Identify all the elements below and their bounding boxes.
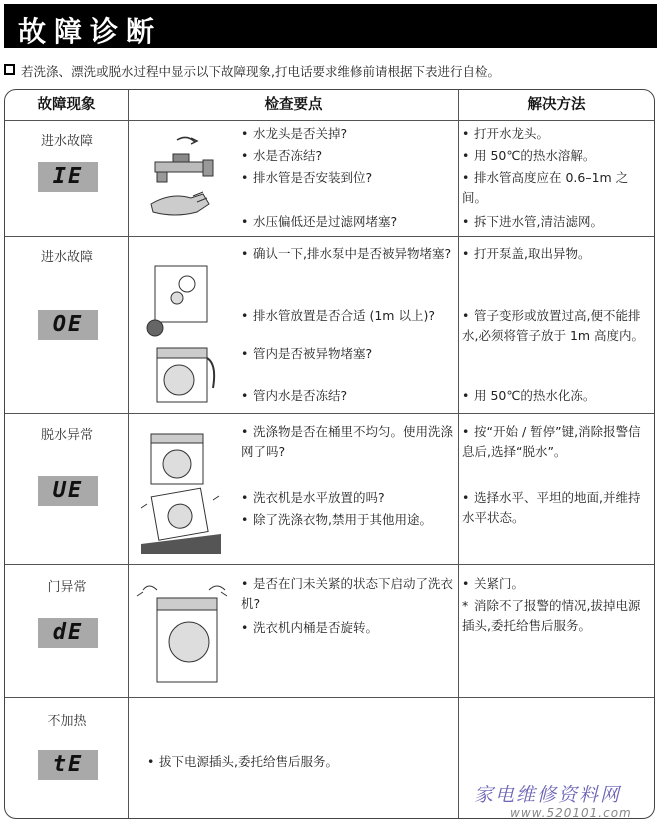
header-checks: 检查要点 — [264, 97, 323, 113]
row-divider — [5, 697, 654, 698]
intro-note — [4, 62, 654, 80]
row-divider — [5, 564, 654, 565]
check-item: • 管内水是否冻结? — [241, 388, 348, 403]
check-item: • 洗涤物是否在桶里不均匀。使用洗涤网了吗? — [241, 424, 454, 459]
solution-item: * 消除不了报警的情况,拔掉电源插头,委托给售后服务。 — [462, 598, 641, 633]
check-item: • 是否在门未关紧的状态下启动了洗衣机? — [241, 576, 454, 611]
check-item: • 水龙头是否关掉? — [241, 126, 348, 141]
solution-item: • 用 50℃的热水化冻。 — [462, 388, 596, 403]
row3-error-code: UE — [38, 476, 98, 506]
drain-pump-illustration — [143, 258, 219, 408]
intro-note-text: 若洗涤、漂洗或脱水过程中显示以下故障现象,打电话要求维修前请根据下表进行自检。 — [21, 64, 500, 79]
row1-symptom: 进水故障 — [40, 134, 93, 149]
solution-item: • 按“开始 / 暂停”键,消除报警信息后,选择“脱水”。 — [462, 424, 641, 459]
watermark-url: www.520101.com — [510, 806, 632, 820]
row4-symptom: 门异常 — [47, 580, 87, 595]
row5-symptom: 不加热 — [47, 714, 87, 729]
check-item: • 排水管是否安装到位? — [241, 170, 373, 185]
row-divider — [5, 413, 654, 414]
check-item: • 洗衣机内桶是否旋转。 — [241, 620, 379, 635]
square-bullet-icon — [4, 64, 15, 75]
fault-table — [4, 89, 655, 819]
solution-item: • 排水管高度应在 0.6–1m 之间。 — [462, 170, 629, 205]
header-solutions: 解决方法 — [527, 97, 586, 113]
check-item: • 管内是否被异物堵塞? — [241, 346, 373, 361]
solution-item: • 管子变形或放置过高,便不能排水,必须将管子放于 1m 高度内。 — [462, 308, 645, 343]
page-title: 故障诊断 — [18, 15, 163, 48]
faucet-illustration — [147, 132, 225, 222]
row4-error-code: dE — [38, 618, 98, 648]
column-divider — [458, 90, 459, 818]
row-divider — [5, 236, 654, 237]
check-item: • 排水管放置是否合适 (1m 以上)? — [241, 308, 435, 323]
check-item: • 水是否冻结? — [241, 148, 323, 163]
check-item: • 洗衣机是水平放置的吗? — [241, 490, 385, 505]
row2-error-code: OE — [38, 310, 98, 340]
check-item: • 确认一下,排水泵中是否被异物堵塞? — [241, 246, 452, 261]
header-symptom: 故障现象 — [37, 97, 96, 113]
solution-item: • 选择水平、平坦的地面,并维持水平状态。 — [462, 490, 641, 525]
unbalanced-load-illustration — [137, 424, 225, 554]
check-item: • 除了洗涤衣物,禁用于其他用途。 — [241, 512, 432, 527]
row2-symptom: 进水故障 — [40, 250, 93, 265]
solution-item: • 用 50℃的热水溶解。 — [462, 148, 596, 163]
check-item: • 拔下电源插头,委托给售后服务。 — [147, 754, 338, 769]
solution-item: • 关紧门。 — [462, 576, 525, 591]
row1-error-code: IE — [38, 162, 98, 192]
row-divider — [5, 120, 654, 121]
row3-symptom: 脱水异常 — [40, 428, 93, 443]
solution-item: • 拆下进水管,清洁滤网。 — [462, 214, 603, 229]
column-divider — [128, 90, 129, 818]
header-bar — [4, 4, 657, 48]
solution-item: • 打开泵盖,取出异物。 — [462, 246, 591, 261]
check-item: • 水压偏低还是过滤网堵塞? — [241, 214, 398, 229]
row5-error-code: tE — [38, 750, 98, 780]
door-open-illustration — [133, 576, 233, 686]
watermark: 家电维修资料网 — [474, 784, 622, 806]
solution-item: • 打开水龙头。 — [462, 126, 550, 141]
